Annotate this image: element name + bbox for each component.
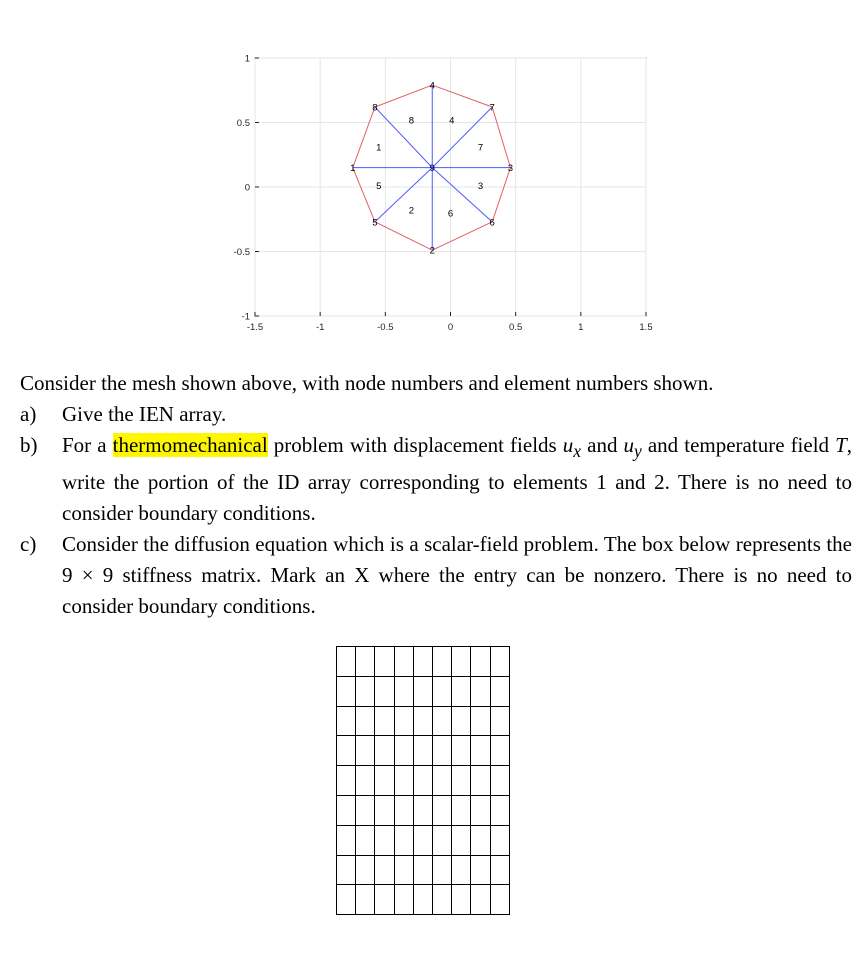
node-label: 8 <box>372 102 378 114</box>
math-ux: $u_x$ <box>562 433 582 462</box>
matrix-cell[interactable] <box>394 647 413 677</box>
matrix-cell[interactable] <box>394 676 413 706</box>
matrix-cell[interactable] <box>471 885 490 915</box>
x-tick-label: 1 <box>578 322 584 333</box>
element-label: 8 <box>408 115 415 127</box>
part-b <box>20 430 852 529</box>
matrix-cell[interactable] <box>432 736 451 766</box>
matrix-cell[interactable] <box>452 736 471 766</box>
part-c-marker: c) <box>20 532 37 557</box>
element-label: 2 <box>408 205 415 217</box>
matrix-cell[interactable] <box>490 766 509 796</box>
matrix-cell[interactable] <box>375 736 394 766</box>
element-label: 3 <box>477 181 484 193</box>
matrix-cell[interactable] <box>394 825 413 855</box>
matrix-cell[interactable] <box>471 795 490 825</box>
matrix-cell[interactable] <box>432 766 451 796</box>
matrix-cell[interactable] <box>490 647 509 677</box>
matrix-cell[interactable] <box>471 766 490 796</box>
matrix-cell[interactable] <box>356 885 375 915</box>
matrix-cell[interactable] <box>413 647 432 677</box>
matrix-cell[interactable] <box>432 795 451 825</box>
x-tick-label: -1 <box>315 322 325 333</box>
mesh-plot <box>0 0 859 350</box>
node-label: 5 <box>372 217 378 229</box>
matrix-cell[interactable] <box>375 647 394 677</box>
matrix-size: 9 × 9 <box>62 563 114 588</box>
matrix-cell[interactable] <box>413 766 432 796</box>
matrix-cell[interactable] <box>413 795 432 825</box>
element-label: 4 <box>449 115 455 127</box>
matrix-cell[interactable] <box>432 676 451 706</box>
matrix-cell[interactable] <box>452 676 471 706</box>
matrix-row <box>337 766 510 796</box>
part-b-marker: b) <box>20 433 38 457</box>
matrix-cell[interactable] <box>356 795 375 825</box>
highlighted-word: thermomechanical <box>112 433 268 457</box>
matrix-cell[interactable] <box>394 766 413 796</box>
y-tick-label: 1 <box>244 53 250 65</box>
node-label: 6 <box>489 217 495 229</box>
x-tick-label: -0.5 <box>377 322 394 333</box>
matrix-cell[interactable] <box>337 885 356 915</box>
matrix-cell[interactable] <box>490 795 509 825</box>
matrix-cell[interactable] <box>471 855 490 885</box>
matrix-cell[interactable] <box>337 647 356 677</box>
matrix-cell[interactable] <box>356 766 375 796</box>
y-tick-label: -1 <box>241 311 250 323</box>
matrix-row <box>337 676 510 706</box>
matrix-cell[interactable] <box>375 706 394 736</box>
node-label: 1 <box>350 163 356 175</box>
matrix-cell[interactable] <box>337 825 356 855</box>
element-label: 1 <box>376 142 382 154</box>
matrix-cell[interactable] <box>413 706 432 736</box>
matrix-cell[interactable] <box>471 825 490 855</box>
matrix-cell[interactable] <box>356 706 375 736</box>
element-label: 7 <box>477 142 484 154</box>
stiffness-matrix-grid <box>336 646 510 915</box>
y-tick-label: -0.5 <box>233 247 250 258</box>
matrix-cell[interactable] <box>452 647 471 677</box>
matrix-cell[interactable] <box>471 736 490 766</box>
matrix-cell[interactable] <box>413 736 432 766</box>
matrix-cell[interactable] <box>413 676 432 706</box>
matrix-cell[interactable] <box>432 885 451 915</box>
matrix-cell[interactable] <box>413 855 432 885</box>
part-c-text: Consider the diffusion equation which is a scalar-field problem. The box below represents the 9 × 9 stiffness matrix. Mark an X where the entry can be nonzero. There is no need to consider boundary conditions. <box>62 532 853 619</box>
matrix-cell[interactable] <box>356 855 375 885</box>
matrix-cell[interactable] <box>337 855 356 885</box>
x-tick-label: 0.5 <box>509 322 523 333</box>
matrix-cell[interactable] <box>432 647 451 677</box>
matrix-cell[interactable] <box>452 706 471 736</box>
math-T: T <box>835 433 847 457</box>
matrix-cell[interactable] <box>356 736 375 766</box>
element-label: 5 <box>376 181 382 193</box>
element-label: 6 <box>447 208 454 220</box>
matrix-cell[interactable] <box>394 736 413 766</box>
matrix-cell[interactable] <box>337 795 356 825</box>
matrix-cell[interactable] <box>356 647 375 677</box>
matrix-row <box>337 795 510 825</box>
matrix-cell[interactable] <box>432 825 451 855</box>
matrix-cell[interactable] <box>432 855 451 885</box>
matrix-cell[interactable] <box>490 676 509 706</box>
matrix-cell[interactable] <box>375 885 394 915</box>
matrix-cell[interactable] <box>356 676 375 706</box>
matrix-cell[interactable] <box>337 736 356 766</box>
matrix-cell[interactable] <box>394 885 413 915</box>
matrix-row <box>337 736 510 766</box>
matrix-cell[interactable] <box>375 766 394 796</box>
x-tick-label: -1.5 <box>246 322 264 333</box>
matrix-cell[interactable] <box>452 855 471 885</box>
intro-text: Consider the mesh shown above, with node numbers and element numbers shown. <box>20 371 714 395</box>
matrix-cell[interactable] <box>452 766 471 796</box>
matrix-cell[interactable] <box>452 825 471 855</box>
matrix-cell[interactable] <box>490 885 509 915</box>
node-label: 9 <box>429 163 435 175</box>
matrix-cell[interactable] <box>490 855 509 885</box>
y-tick-label: 0.5 <box>236 118 250 129</box>
part-c <box>20 529 852 622</box>
matrix-cell[interactable] <box>471 706 490 736</box>
matrix-cell[interactable] <box>337 706 356 736</box>
node-label: 7 <box>489 102 495 114</box>
part-a-text: Give the IEN array. <box>62 402 227 426</box>
matrix-cell[interactable] <box>490 706 509 736</box>
node-label: 2 <box>429 245 435 257</box>
matrix-cell[interactable] <box>337 676 356 706</box>
matrix-row <box>337 706 510 736</box>
problem-text <box>20 368 852 622</box>
part-a <box>20 399 852 430</box>
matrix-cell[interactable] <box>356 825 375 855</box>
matrix-cell[interactable] <box>375 676 394 706</box>
x-tick-label: 1.5 <box>639 322 653 333</box>
matrix-cell[interactable] <box>375 795 394 825</box>
matrix-cell[interactable] <box>452 795 471 825</box>
matrix-cell[interactable] <box>413 885 432 915</box>
node-label: 3 <box>507 163 514 175</box>
math-uy: $u_y$ <box>623 433 642 462</box>
matrix-cell[interactable] <box>490 736 509 766</box>
matrix-row <box>337 885 510 915</box>
x-tick-label: 0 <box>447 322 454 333</box>
matrix-cell[interactable] <box>452 885 471 915</box>
y-tick-label: 0 <box>244 182 250 194</box>
part-b-text: For a thermomechanical problem with displacement fields $u_x$ and $u_y$ and temperature field T, write the portion of the ID array corresponding to elements 1 and 2. There is no need to consider boundary conditions. <box>62 433 853 526</box>
matrix-cell[interactable] <box>375 855 394 885</box>
matrix-cell[interactable] <box>490 825 509 855</box>
matrix-cell[interactable] <box>375 825 394 855</box>
node-label: 4 <box>429 80 435 92</box>
part-a-marker: a) <box>20 402 37 426</box>
matrix-row <box>337 647 510 677</box>
matrix-row <box>337 855 510 885</box>
matrix-cell[interactable] <box>471 676 490 706</box>
matrix-cell[interactable] <box>337 766 356 796</box>
matrix-cell[interactable] <box>432 706 451 736</box>
matrix-cell[interactable] <box>394 795 413 825</box>
matrix-cell[interactable] <box>471 647 490 677</box>
matrix-cell[interactable] <box>394 855 413 885</box>
matrix-row <box>337 825 510 855</box>
matrix-cell[interactable] <box>394 706 413 736</box>
matrix-cell[interactable] <box>413 825 432 855</box>
